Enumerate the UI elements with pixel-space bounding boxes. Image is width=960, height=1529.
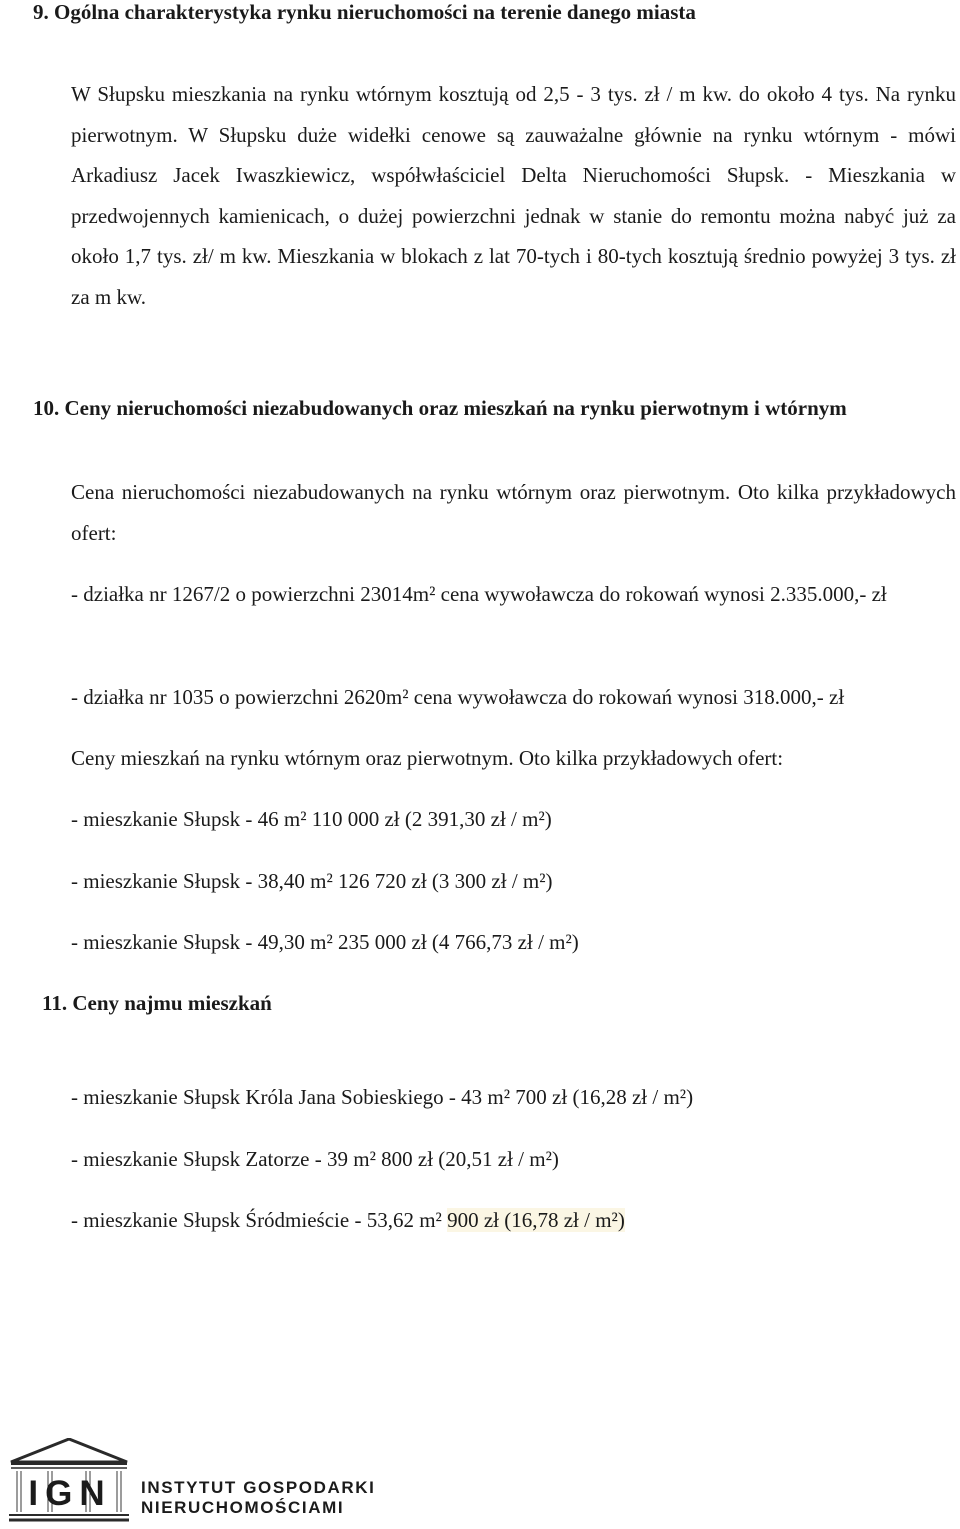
- logo-line-1: INSTYTUT GOSPODARKI: [141, 1478, 376, 1497]
- land-intro-paragraph: Cena nieruchomości niezabudowanych na rynku wtórnym oraz pierwotnym. Oto kilka przykładowych ofert:: [71, 480, 956, 545]
- rent-offer-3-start: - mieszkanie Słupsk Śródmieście - 53,62 m²: [71, 1208, 448, 1232]
- section-9-heading: 9. Ogólna charakterystyka rynku nieruchomości na terenie danego miasta: [33, 0, 696, 24]
- ign-logo: [8, 1438, 376, 1524]
- section-10-heading: 10. Ceny nieruchomości niezabudowanych oraz mieszkań na rynku pierwotnym i wtórnym: [33, 396, 847, 420]
- flat-offer-1: - mieszkanie Słupsk - 46 m² 110 000 zł (2 391,30 zł / m²): [71, 807, 552, 831]
- rent-offer-2: - mieszkanie Słupsk Zatorze - 39 m² 800 zł (20,51 zł / m²): [71, 1147, 559, 1171]
- rent-offer-3: [71, 1208, 625, 1232]
- rent-offer-3-highlight: 900 zł (16,78 zł / m²): [447, 1208, 625, 1232]
- land-offer-1: - działka nr 1267/2 o powierzchni 23014m² cena wywoławcza do rokowań wynosi 2.335.000,- zł: [71, 582, 887, 606]
- section-11-heading: 11. Ceny najmu mieszkań: [42, 991, 272, 1015]
- section-9-paragraph: W Słupsku mieszkania na rynku wtórnym kosztują od 2,5 - 3 tys. zł / m kw. do około 4 tys. Na rynku pierwotnym. W Słupsku duże widełki cenowe są zauważalne głównie na rynku wtórnym - mówi Arkadiusz Jacek Iwaszkiewicz, współwłaściciel Delta Nieruchomości Słupsk. - Mieszkania w przedwojennych kamienicach, o dużej powierzchni jednak w stanie do remontu można nabyć już za około 1,7 tys. zł/ m kw. Mieszkania w blokach z lat 70-tych i 80-tych kosztują średnio powyżej 3 tys. zł za m kw.: [71, 82, 956, 309]
- ign-logo-letters: IGN: [28, 1474, 112, 1513]
- flat-offer-2: - mieszkanie Słupsk - 38,40 m² 126 720 zł (3 300 zł / m²): [71, 869, 553, 893]
- flats-intro: Ceny mieszkań na rynku wtórnym oraz pierwotnym. Oto kilka przykładowych ofert:: [71, 746, 784, 770]
- rent-offer-1: - mieszkanie Słupsk Króla Jana Sobieskiego - 43 m² 700 zł (16,28 zł / m²): [71, 1085, 694, 1109]
- logo-line-2: NIERUCHOMOŚCIAMI: [141, 1498, 345, 1517]
- land-offer-2: - działka nr 1035 o powierzchni 2620m² cena wywoławcza do rokowań wynosi 318.000,- zł: [71, 685, 845, 709]
- flat-offer-3: - mieszkanie Słupsk - 49,30 m² 235 000 zł (4 766,73 zł / m²): [71, 930, 579, 954]
